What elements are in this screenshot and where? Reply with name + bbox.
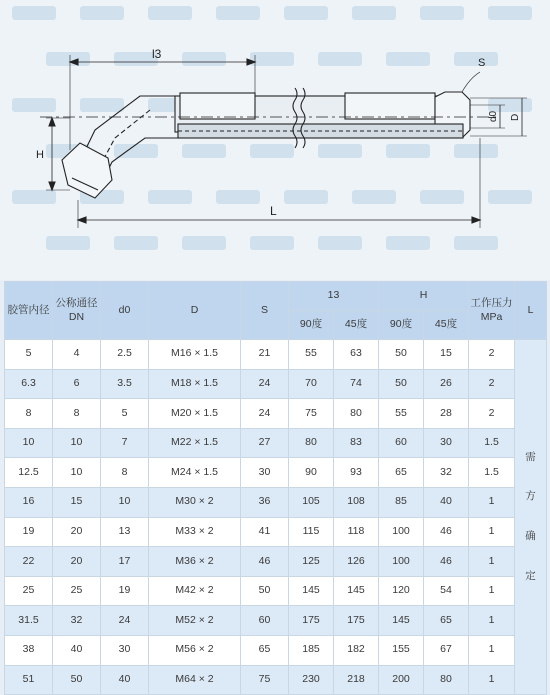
watermark-logo bbox=[182, 144, 226, 158]
table-cell: 145 bbox=[289, 576, 334, 606]
table-cell: 28 bbox=[424, 399, 469, 429]
table-cell: M30 × 2 bbox=[149, 487, 241, 517]
table-body bbox=[5, 340, 547, 695]
table-cell: 83 bbox=[334, 428, 379, 458]
table-cell: 20 bbox=[53, 547, 101, 577]
table-cell: 60 bbox=[241, 606, 289, 636]
table-cell: 65 bbox=[241, 635, 289, 665]
header-h-90: 90度 bbox=[379, 311, 424, 340]
table-row bbox=[5, 517, 547, 547]
table-cell: 10 bbox=[53, 458, 101, 488]
table-row bbox=[5, 428, 547, 458]
watermark-logo bbox=[114, 236, 158, 250]
table-cell: M42 × 2 bbox=[149, 576, 241, 606]
table-cell: 108 bbox=[334, 487, 379, 517]
table-cell: 118 bbox=[334, 517, 379, 547]
table-cell: 2 bbox=[469, 369, 515, 399]
table-cell: 4 bbox=[53, 340, 101, 370]
header-l3-90: 90度 bbox=[289, 311, 334, 340]
l-note-cell bbox=[515, 340, 547, 695]
table-cell: M64 × 2 bbox=[149, 665, 241, 695]
watermark-logo bbox=[284, 6, 328, 20]
table-cell: 100 bbox=[379, 517, 424, 547]
table-cell: 1.5 bbox=[469, 458, 515, 488]
table-cell: M20 × 1.5 bbox=[149, 399, 241, 429]
table-cell: 5 bbox=[5, 340, 53, 370]
table-cell: M24 × 1.5 bbox=[149, 458, 241, 488]
table-cell: 20 bbox=[53, 517, 101, 547]
watermark-logo bbox=[454, 52, 498, 66]
table-row bbox=[5, 458, 547, 488]
table-cell: 230 bbox=[289, 665, 334, 695]
watermark-logo bbox=[46, 236, 90, 250]
table-cell: 55 bbox=[289, 340, 334, 370]
header-l3: 13 bbox=[289, 282, 379, 311]
table-cell: M36 × 2 bbox=[149, 547, 241, 577]
watermark-logo bbox=[216, 190, 260, 204]
table-cell: 30 bbox=[101, 635, 149, 665]
table-cell: 75 bbox=[241, 665, 289, 695]
hose-assembly-drawing bbox=[0, 0, 550, 280]
dimension-label-l: L bbox=[270, 204, 277, 218]
table-cell: M22 × 1.5 bbox=[149, 428, 241, 458]
table-cell: 38 bbox=[5, 635, 53, 665]
table-row bbox=[5, 399, 547, 429]
dimension-label-s: S bbox=[478, 57, 486, 69]
table-row bbox=[5, 576, 547, 606]
header-s: S bbox=[241, 282, 289, 340]
header-nominal-dn: 公称通径DN bbox=[53, 282, 101, 340]
table-cell: 5 bbox=[101, 399, 149, 429]
l-note-char: 确 bbox=[525, 530, 536, 543]
table-cell: 145 bbox=[334, 576, 379, 606]
table-cell: 46 bbox=[241, 547, 289, 577]
table-cell: 80 bbox=[334, 399, 379, 429]
watermark-logo bbox=[80, 6, 124, 20]
table-cell: 50 bbox=[53, 665, 101, 695]
watermark-logo bbox=[352, 6, 396, 20]
table-cell: 50 bbox=[241, 576, 289, 606]
table-cell: 185 bbox=[289, 635, 334, 665]
table-cell: 17 bbox=[101, 547, 149, 577]
table-cell: 175 bbox=[289, 606, 334, 636]
table-cell: 21 bbox=[241, 340, 289, 370]
table-row bbox=[5, 665, 547, 695]
table-cell: 10 bbox=[101, 487, 149, 517]
table-cell: 85 bbox=[379, 487, 424, 517]
table-cell: 31.5 bbox=[5, 606, 53, 636]
watermark-logo bbox=[46, 52, 90, 66]
table-cell: 1.5 bbox=[469, 428, 515, 458]
table-cell: 24 bbox=[241, 399, 289, 429]
watermark-logo bbox=[250, 144, 294, 158]
table-cell: 10 bbox=[5, 428, 53, 458]
table-cell: 1 bbox=[469, 576, 515, 606]
watermark-logo bbox=[454, 144, 498, 158]
table-cell: 125 bbox=[289, 547, 334, 577]
table-row bbox=[5, 547, 547, 577]
spec-table bbox=[4, 281, 547, 695]
header-l: L bbox=[515, 282, 547, 340]
table-cell: 6.3 bbox=[5, 369, 53, 399]
watermark-logo bbox=[12, 98, 56, 112]
table-cell: 126 bbox=[334, 547, 379, 577]
table-cell: 90 bbox=[289, 458, 334, 488]
table-cell: 46 bbox=[424, 517, 469, 547]
watermark-logo bbox=[318, 236, 362, 250]
table-cell: 50 bbox=[379, 340, 424, 370]
table-cell: 24 bbox=[241, 369, 289, 399]
table-cell: 8 bbox=[53, 399, 101, 429]
table-cell: 65 bbox=[424, 606, 469, 636]
table-cell: 3.5 bbox=[101, 369, 149, 399]
header-d0: d0 bbox=[101, 282, 149, 340]
watermark-logo bbox=[250, 52, 294, 66]
header-inner-diameter: 胶管内径 bbox=[5, 282, 53, 340]
watermark-logo bbox=[420, 6, 464, 20]
header-h-45: 45度 bbox=[424, 311, 469, 340]
table-cell: 1 bbox=[469, 635, 515, 665]
table-cell: 8 bbox=[5, 399, 53, 429]
watermark-logo bbox=[80, 98, 124, 112]
table-cell: 27 bbox=[241, 428, 289, 458]
table-row bbox=[5, 487, 547, 517]
table-cell: 50 bbox=[379, 369, 424, 399]
table-cell: M52 × 2 bbox=[149, 606, 241, 636]
table-cell: 40 bbox=[101, 665, 149, 695]
table-cell: 63 bbox=[334, 340, 379, 370]
table-cell: 55 bbox=[379, 399, 424, 429]
watermark-logo bbox=[12, 6, 56, 20]
table-cell: 16 bbox=[5, 487, 53, 517]
table-cell: 2.5 bbox=[101, 340, 149, 370]
watermark-logo bbox=[420, 190, 464, 204]
watermark-logo bbox=[488, 190, 532, 204]
table-cell: 51 bbox=[5, 665, 53, 695]
table-cell: 145 bbox=[379, 606, 424, 636]
watermark-logo bbox=[148, 190, 192, 204]
watermark-logo bbox=[386, 52, 430, 66]
watermark-logo bbox=[148, 6, 192, 20]
table-cell: 6 bbox=[53, 369, 101, 399]
watermark-logo bbox=[352, 190, 396, 204]
table-row bbox=[5, 369, 547, 399]
header-h: H bbox=[379, 282, 469, 311]
l-note-char: 方 bbox=[525, 490, 536, 503]
table-cell: 115 bbox=[289, 517, 334, 547]
table-cell: 80 bbox=[424, 665, 469, 695]
table-cell: M18 × 1.5 bbox=[149, 369, 241, 399]
table-cell: 12.5 bbox=[5, 458, 53, 488]
table-cell: 22 bbox=[5, 547, 53, 577]
table-cell: 2 bbox=[469, 340, 515, 370]
l-note-char: 需 bbox=[525, 450, 536, 463]
table-cell: 19 bbox=[101, 576, 149, 606]
dimension-label-d0: d0 bbox=[488, 110, 499, 122]
table-cell: 218 bbox=[334, 665, 379, 695]
table-cell: 1 bbox=[469, 606, 515, 636]
table-cell: 1 bbox=[469, 487, 515, 517]
table-cell: 36 bbox=[241, 487, 289, 517]
watermark-logo bbox=[318, 52, 362, 66]
watermark-logo bbox=[216, 6, 260, 20]
table-cell: 65 bbox=[379, 458, 424, 488]
watermark-logo bbox=[386, 144, 430, 158]
table-row bbox=[5, 635, 547, 665]
table-cell: 41 bbox=[241, 517, 289, 547]
table-cell: 105 bbox=[289, 487, 334, 517]
table-cell: 1 bbox=[469, 547, 515, 577]
table-cell: 67 bbox=[424, 635, 469, 665]
watermark-logo bbox=[12, 190, 56, 204]
table-cell: 93 bbox=[334, 458, 379, 488]
watermark-logo bbox=[182, 52, 226, 66]
l-note-char: 定 bbox=[525, 569, 536, 582]
header-pressure: 工作压力MPa bbox=[469, 282, 515, 340]
table-cell: 24 bbox=[101, 606, 149, 636]
table-cell: M16 × 1.5 bbox=[149, 340, 241, 370]
table-cell: 70 bbox=[289, 369, 334, 399]
table-cell: 13 bbox=[101, 517, 149, 547]
table-cell: 15 bbox=[424, 340, 469, 370]
watermark-logo bbox=[250, 236, 294, 250]
table-cell: 80 bbox=[289, 428, 334, 458]
table-cell: 182 bbox=[334, 635, 379, 665]
watermark-logo bbox=[386, 236, 430, 250]
table-cell: 32 bbox=[53, 606, 101, 636]
table-cell: 74 bbox=[334, 369, 379, 399]
table-cell: 100 bbox=[379, 547, 424, 577]
dimension-label-l3: l3 bbox=[152, 47, 162, 61]
table-cell: 30 bbox=[241, 458, 289, 488]
table-cell: 15 bbox=[53, 487, 101, 517]
table-cell: M33 × 2 bbox=[149, 517, 241, 547]
table-cell: 10 bbox=[53, 428, 101, 458]
table-cell: 40 bbox=[424, 487, 469, 517]
table-cell: 19 bbox=[5, 517, 53, 547]
table-cell: 46 bbox=[424, 547, 469, 577]
table-cell: 25 bbox=[53, 576, 101, 606]
table-cell: 75 bbox=[289, 399, 334, 429]
table-cell: 120 bbox=[379, 576, 424, 606]
table-cell: 54 bbox=[424, 576, 469, 606]
watermark-logo bbox=[488, 6, 532, 20]
table-cell: 26 bbox=[424, 369, 469, 399]
table-cell: 8 bbox=[101, 458, 149, 488]
table-cell: 32 bbox=[424, 458, 469, 488]
table-cell: M56 × 2 bbox=[149, 635, 241, 665]
table-cell: 1 bbox=[469, 517, 515, 547]
table-cell: 25 bbox=[5, 576, 53, 606]
header-d: D bbox=[149, 282, 241, 340]
dimension-label-d: D bbox=[510, 113, 521, 121]
table-cell: 7 bbox=[101, 428, 149, 458]
table-row bbox=[5, 340, 547, 370]
table-header-row bbox=[5, 282, 547, 311]
table-cell: 40 bbox=[53, 635, 101, 665]
table-cell: 155 bbox=[379, 635, 424, 665]
table-cell: 1 bbox=[469, 665, 515, 695]
watermark-logo bbox=[284, 190, 328, 204]
watermark-logo bbox=[182, 236, 226, 250]
table-row bbox=[5, 606, 547, 636]
table-cell: 30 bbox=[424, 428, 469, 458]
header-l3-45: 45度 bbox=[334, 311, 379, 340]
table-cell: 2 bbox=[469, 399, 515, 429]
watermark-logo bbox=[318, 144, 362, 158]
watermark-logo bbox=[454, 236, 498, 250]
table-cell: 60 bbox=[379, 428, 424, 458]
dimension-label-h: H bbox=[36, 149, 44, 161]
table-cell: 200 bbox=[379, 665, 424, 695]
table-cell: 175 bbox=[334, 606, 379, 636]
